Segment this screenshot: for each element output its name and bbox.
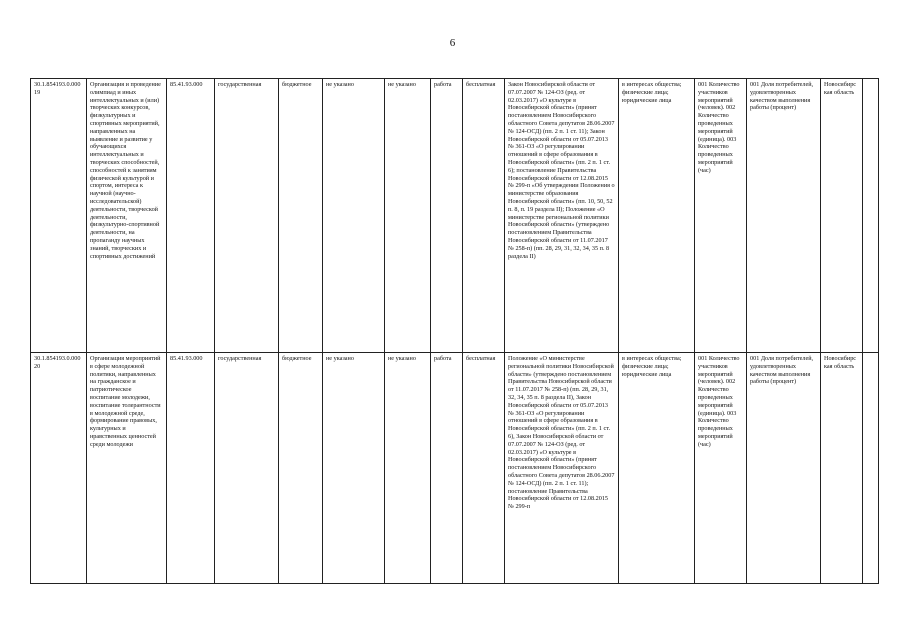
cell-col7: не указано <box>385 79 431 353</box>
cell-name: Организация мероприятий в сфере молодежной политики, направленных на гражданское и патриотическое воспитание молодежи, воспитание толерантности в молодежной среде, формирование правовых, культурных и нравственных ценностей среди молодежи <box>87 353 167 584</box>
cell-ownership: государственная <box>215 79 279 353</box>
cell-col6: не указано <box>323 353 385 584</box>
cell-payment: бесплатная <box>463 79 505 353</box>
cell-type: работа <box>431 353 463 584</box>
table-row <box>31 353 879 584</box>
cell-code: 30.1.854193.0.00019 <box>31 79 87 353</box>
cell-type: работа <box>431 79 463 353</box>
cell-indicators: 001 Количество участников мероприятий (человек). 002 Количество проведенных мероприятий (единица). 003 Количество проведенных мероприятий (час) <box>695 79 747 353</box>
cell-okved: 85.41.93.000 <box>167 79 215 353</box>
cell-quality: 001 Доля потребителей, удовлетворенных качеством выполнения работы (процент) <box>747 353 821 584</box>
registry-table <box>30 78 879 584</box>
cell-quality: 001 Доля потребителей, удовлетворенных качеством выполнения работы (процент) <box>747 79 821 353</box>
cell-legal-basis: Положение «О министерстве региональной политики Новосибирской области» (утверждено постановлением Правительства Новосибирской области от 11.07.2017 № 258-п) (пп. 28, 29, 31, 32, 34, 35 п. 8 раздела II), Закон Новосибирской области от 05.07.2013 № 361-ОЗ «О регулировании отношений в сфере образования в Новосибирской области» (пп. 2 п. 1 ст. 6), Закон Новосибирской области от 07.07.2007 № 124-ОЗ (ред. от 02.03.2017) «О культуре в Новосибирской области» (принят постановлением Новосибирского областного Совета депутатов 28.06.2007 № 124-ОСД) (пп. 2 п. 1 ст. 11); постановление Правительства Новосибирской области от 12.08.2015 № 299-п <box>505 353 619 584</box>
cell-name: Организация и проведение олимпиад и иных интеллектуальных и (или) творческих конкурсов, физкультурных и спортивных мероприятий, направленных на выявление и развитие у обучающихся интеллектуальных и творческих способностей, способностей к занятиям физической культурой и спортом, интереса к научной (научно-исследовательской) деятельности, творческой деятельности, физкультурно-спортивной деятельности, на пропаганду научных знаний, творческих и спортивных достижений <box>87 79 167 353</box>
cell-consumers: в интересах общества; физические лица; юридические лица <box>619 353 695 584</box>
cell-extra <box>863 353 879 584</box>
table-row <box>31 79 879 353</box>
cell-region: Новосибирская область <box>821 353 863 584</box>
cell-extra <box>863 79 879 353</box>
cell-region: Новосибирская область <box>821 79 863 353</box>
cell-okved: 85.41.93.000 <box>167 353 215 584</box>
page-number: 6 <box>449 37 456 49</box>
cell-financing: бюджетное <box>279 353 323 584</box>
cell-payment: бесплатная <box>463 353 505 584</box>
cell-col7: не указано <box>385 353 431 584</box>
cell-indicators: 001 Количество участников мероприятий (человек). 002 Количество проведенных мероприятий (единица). 003 Количество проведенных мероприятий (час) <box>695 353 747 584</box>
cell-consumers: в интересах общества; физические лица; юридические лица <box>619 79 695 353</box>
cell-code: 30.1.854193.0.00020 <box>31 353 87 584</box>
cell-ownership: государственная <box>215 353 279 584</box>
cell-legal-basis: Закон Новосибирской области от 07.07.2007 № 124-ОЗ (ред. от 02.03.2017) «О культуре в Новосибирской области» (принят постановлением Новосибирского областного Совета депутатов 28.06.2007 № 124-ОСД) (пп. 2 п. 1 ст. 11); Закон Новосибирской области от 05.07.2013 № 361-ОЗ «О регулировании отношений в сфере образования в Новосибирской области» (пп. 2 п. 1 ст. 6); постановление Правительства Новосибирской области от 12.08.2015 № 299-п «Об утверждении Положения о министерстве образования Новосибирской области» (пп. 10, 50, 52 п. 8, п. 19 раздела II); Положение «О министерстве региональной политики Новосибирской области» (утверждено постановлением Правительства Новосибирской области от 11.07.2017 № 258-п) (пп. 28, 29, 31, 32, 34, 35 п. 8 раздела II) <box>505 79 619 353</box>
cell-col6: не указано <box>323 79 385 353</box>
cell-financing: бюджетное <box>279 79 323 353</box>
